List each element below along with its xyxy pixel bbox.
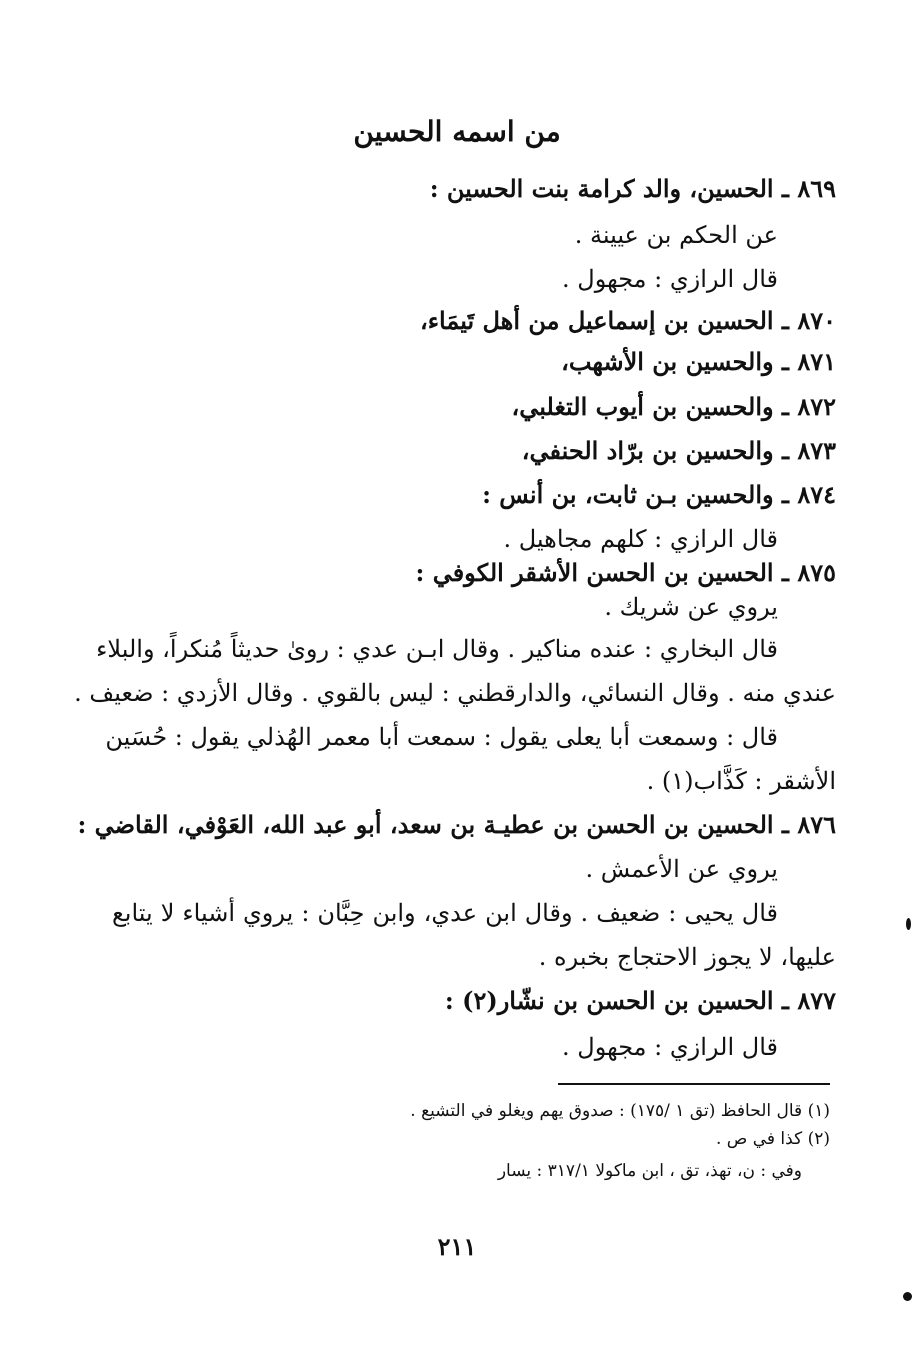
page-number: ٢١١ [437,1232,477,1261]
scan-margin-mark [903,1292,912,1301]
entry-873-heading: ٨٧٣ ـ والحسين بن برّاد الحنفي، [521,436,836,465]
page-title: من اسمه الحسين [353,115,561,148]
entry-875-heading: ٨٧٥ ـ الحسين بن الحسن الأشقر الكوفي : [415,558,836,587]
entry-876-line: يروي عن الأعمش . [585,855,778,883]
scan-margin-mark [906,918,911,930]
entry-871-heading: ٨٧١ ـ والحسين بن الأشهب، [561,347,836,376]
entry-869-line: عن الحكم بن عيينة . [574,221,778,249]
entry-875-paragraph-line: قال : وسمعت أبا يعلى يقول : سمعت أبا معمر الهُذلي يقول : حُسَين [105,723,778,751]
entry-869-line: قال الرازي : مجهول . [562,265,778,293]
entry-876-heading: ٨٧٦ ـ الحسين بن الحسن بن عطيـة بن سعد، أبو عبد الله، العَوْفي، القاضي : [77,810,836,839]
entry-877-heading: ٨٧٧ ـ الحسين بن الحسن بن نشّار(٢) : [444,986,836,1015]
entry-877-line: قال الرازي : مجهول . [562,1033,778,1061]
entry-875-paragraph-line: قال البخاري : عنده مناكير . وقال ابـن عدي : روىٰ حديثاً مُنكراً، والبلاء [96,635,778,663]
entry-869-heading: ٨٦٩ ـ الحسين، والد كرامة بنت الحسين : [429,174,836,203]
entry-876-paragraph-line: عليها، لا يجوز الاحتجاج بخبره . [538,943,836,971]
entry-874-heading: ٨٧٤ ـ والحسين بـن ثابت، بن أنس : [482,480,836,509]
footnote-divider [558,1083,830,1085]
entry-876-paragraph-line: قال يحيى : ضعيف . وقال ابن عدي، وابن حِبَّان : يروي أشياء لا يتابع [112,899,778,927]
entry-870-heading: ٨٧٠ ـ الحسين بن إسماعيل من أهل تَيمَاء، [419,306,836,335]
entry-874-line: قال الرازي : كلهم مجاهيل . [503,525,778,553]
footnote-2: (٢) كذا في ص . [715,1129,830,1149]
footnote-1: (١) قال الحافظ (تق ١ /١٧٥) : صدوق يهم ويغلو في التشيع . [410,1101,830,1121]
entry-872-heading: ٨٧٢ ـ والحسين بن أيوب التغلبي، [511,392,836,421]
footnote-2-continuation: وفي : ن، تهذ، تق ، ابن ماكولا ٣١٧/١ : يسار [497,1161,802,1181]
entry-875-paragraph-line: الأشقر : كَذَّاب(١) . [646,767,836,795]
entry-875-paragraph-line: عندي منه . وقال النسائي، والدارقطني : ليس بالقوي . وقال الأزدي : ضعيف . [74,679,836,707]
entry-875-line: يروي عن شريك . [604,593,778,621]
